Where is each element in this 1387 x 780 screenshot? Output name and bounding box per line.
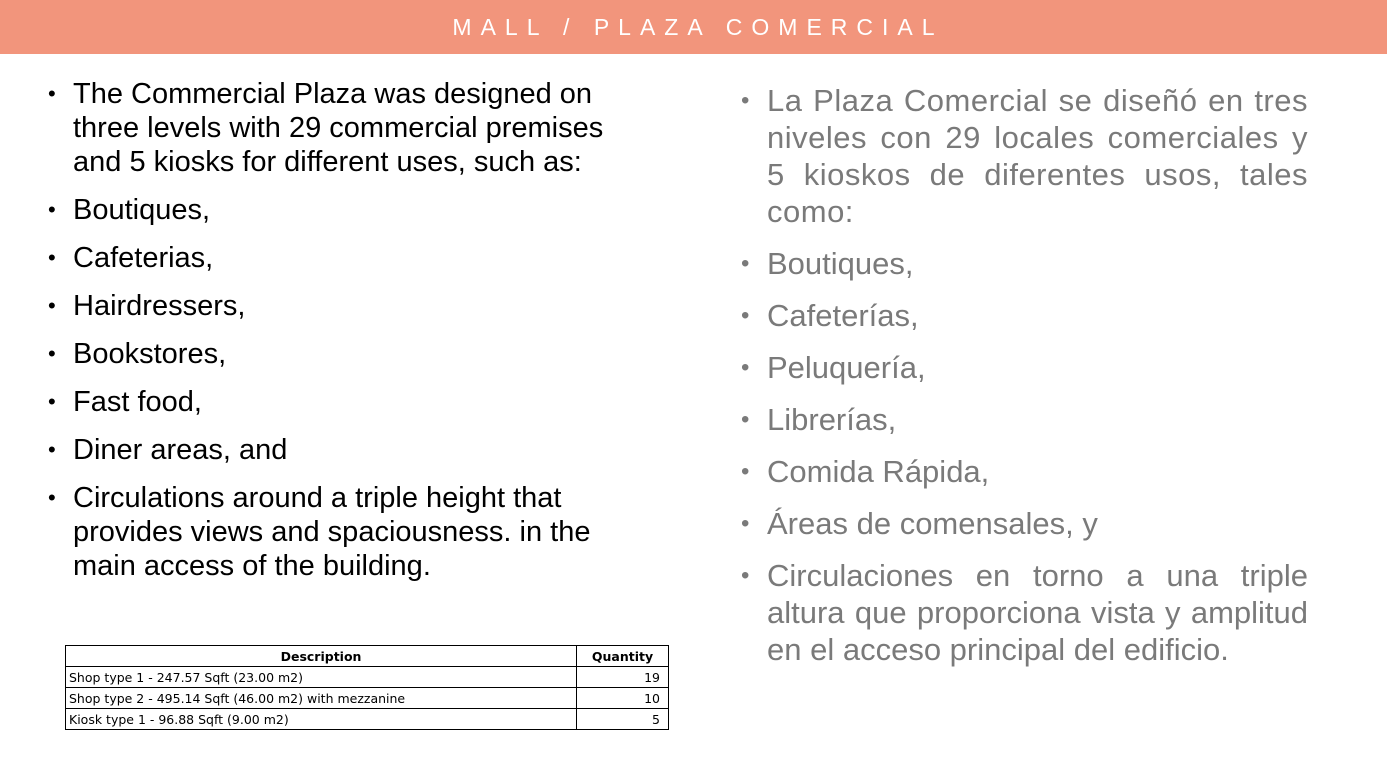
english-item-bookstores: • Bookstores, (48, 337, 648, 371)
spanish-item-librerias: • Librerías, (741, 401, 1308, 438)
english-item-hairdressers: • Hairdressers, (48, 289, 648, 323)
english-item-diner-areas: • Diner areas, and (48, 433, 648, 467)
title-banner (0, 0, 1387, 54)
row-quantity: 10 (577, 688, 669, 709)
row-description: Shop type 2 - 495.14 Sqft (46.00 m2) with mezzanine (66, 688, 577, 709)
spanish-item-peluqueria: • Peluquería, (741, 349, 1308, 386)
table-row (66, 709, 669, 730)
unit-quantity-table (65, 645, 669, 730)
spanish-item-comida-rapida: • Comida Rápida, (741, 453, 1308, 490)
english-item-cafeterias: • Cafeterias, (48, 241, 648, 275)
row-description: Kiosk type 1 - 96.88 Sqft (9.00 m2) (66, 709, 577, 730)
table-header-row (66, 646, 669, 667)
english-item-intro: • The Commercial Plaza was designed on three levels with 29 commercial premises and 5 kiosks for different uses, such as: (48, 77, 648, 179)
spanish-item-intro: • La Plaza Comercial se diseñó en tres niveles con 29 locales comerciales y 5 kioskos de diferentes usos, tales como: (741, 82, 1308, 230)
column-header-description: Description (66, 646, 577, 667)
column-header-quantity: Quantity (577, 646, 669, 667)
english-bullet-list (48, 77, 648, 597)
spanish-item-areas-comensales: • Áreas de comensales, y (741, 505, 1308, 542)
page-title: MALL / PLAZA COMERCIAL (452, 13, 944, 40)
table-row (66, 667, 669, 688)
row-quantity: 5 (577, 709, 669, 730)
table-row (66, 688, 669, 709)
english-item-circulations: • Circulations around a triple height that provides views and spaciousness. in the main access of the building. (48, 481, 648, 583)
spanish-item-boutiques: • Boutiques, (741, 245, 1308, 282)
spanish-item-cafeterias: • Cafeterías, (741, 297, 1308, 334)
row-description: Shop type 1 - 247.57 Sqft (23.00 m2) (66, 667, 577, 688)
spanish-bullet-list (741, 82, 1308, 683)
spanish-item-circulaciones: • Circulaciones en torno a una triple altura que proporciona vista y amplitud en el acceso principal del edificio. (741, 557, 1308, 668)
english-item-fast-food: • Fast food, (48, 385, 648, 419)
row-quantity: 19 (577, 667, 669, 688)
english-item-boutiques: • Boutiques, (48, 193, 648, 227)
